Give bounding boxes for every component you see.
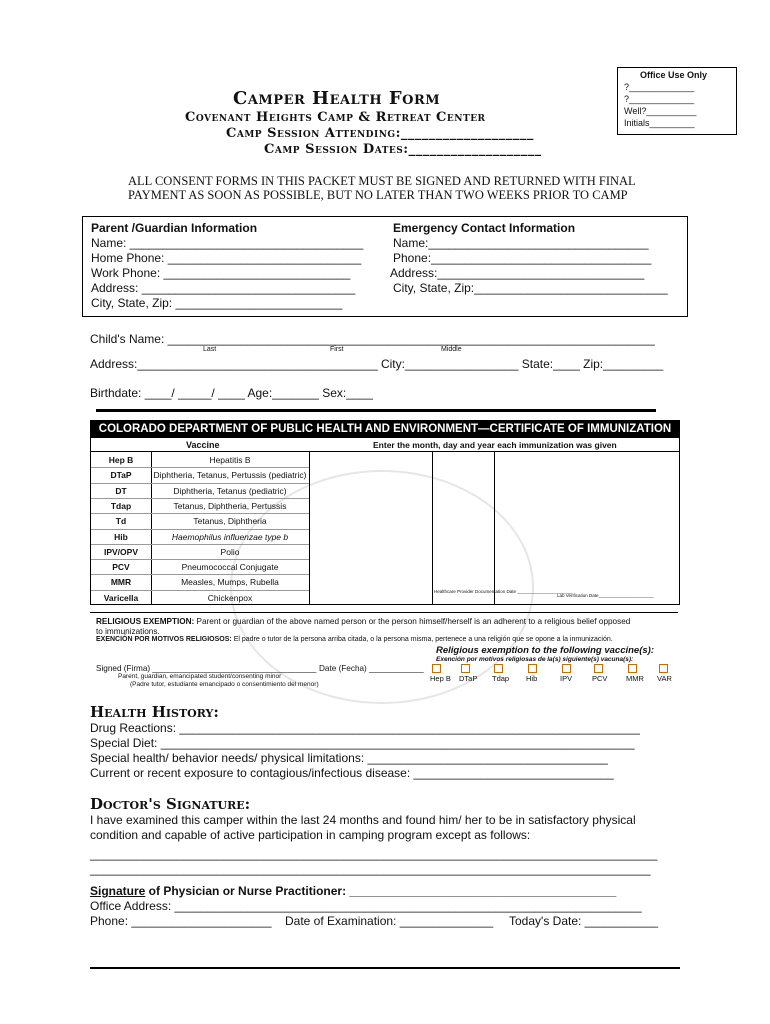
child-name-field[interactable]: Child's Name: _________________________________________________________________________ — [90, 332, 655, 346]
exemption-vaccine-label: PCV — [592, 674, 608, 683]
religious-exemption-section — [90, 612, 678, 693]
signature-note-es: (Padre tutor, estudiante emancipado o consentimiento del menor) — [130, 681, 319, 688]
exemption-vaccines-heading-es: Exención por motivos religiosas de la(s) siguiente(s) vacuna(s): — [436, 656, 634, 663]
religious-signature-field[interactable]: Signed (Firma) ____________________________________ — [96, 664, 317, 673]
religious-exemption-es-text: El padre o tutor de la persona arriba citada, o la persona misma, pertenece a una religión que se opone a la inmunización. — [233, 636, 613, 643]
child-address-field[interactable]: Address:____________________________________ City:_________________ State:____ Zip:_________ — [90, 357, 664, 371]
exemption-vaccine-label: DTaP — [459, 674, 478, 683]
emergency-address-field[interactable]: Address:_______________________________ — [390, 266, 645, 280]
vaccine-name: Diphtheria, Tetanus, Pertussis (pediatric) — [153, 470, 307, 481]
special-needs-field[interactable]: Special health/ behavior needs/ physical limitations: ____________________________________ — [90, 751, 608, 765]
religious-exemption-text: Parent or guardian of the above named person or the person himself/herself is an adherent to a religious belief opposed — [196, 617, 631, 626]
parent-section-title: Parent /Guardian Information — [91, 221, 258, 235]
exceptions-line-1[interactable]: _____________________________________________________________________________________ — [90, 847, 658, 861]
exemption-vaccine-label: Hib — [526, 674, 538, 683]
doctor-signature-heading: Doctor's Signature: — [90, 795, 251, 813]
vaccine-name: Chickenpox — [207, 592, 253, 603]
parent-address-field[interactable]: Address: ________________________________ — [91, 281, 356, 295]
parent-home-phone-field[interactable]: Home Phone: _____________________________ — [91, 251, 362, 265]
special-diet-field[interactable]: Special Diet: _______________________________________________________________________ — [90, 736, 635, 750]
vaccine-abbr: PCV — [112, 562, 130, 573]
todays-date-field[interactable]: Today's Date: ___________ — [509, 914, 659, 928]
birthdate-age-sex-field[interactable]: Birthdate: ____/ _____/ ____ Age:_______ Sex:____ — [90, 386, 373, 400]
emergency-name-field[interactable]: Name:_________________________________ — [393, 236, 649, 250]
office-use-box — [617, 67, 737, 135]
office-row: ?_____________ — [624, 94, 695, 104]
exemption-vaccine-label: IPV — [560, 674, 573, 683]
exemption-vaccine-label: Tdap — [492, 674, 510, 683]
religious-date-field[interactable]: Date (Fecha) ____________ — [319, 664, 424, 673]
vaccine-abbr: Td — [115, 516, 127, 527]
vaccine-abbr: IPV/OPV — [103, 546, 138, 557]
exemption-checkbox[interactable] — [659, 664, 668, 673]
exemption-checkbox[interactable] — [594, 664, 603, 673]
provider-documentation-date[interactable]: Healthcare Provider Documentation Date ______________________ — [434, 589, 573, 594]
exemption-vaccine-label: VAR — [657, 674, 672, 683]
exemption-vaccines-heading: Religious exemption to the following vaccine(s): — [436, 645, 654, 656]
parent-name-field[interactable]: Name: ___________________________________ — [91, 236, 364, 250]
immunization-title: COLORADO DEPARTMENT OF PUBLIC HEALTH AND ENVIRONMENT—CERTIFICATE OF IMMUNIZATION — [91, 421, 679, 438]
session-attending: Camp Session Attending:___________________ — [226, 126, 534, 141]
contact-info-box — [82, 216, 688, 317]
vaccine-abbr: MMR — [110, 577, 132, 588]
drug-reactions-field[interactable]: Drug Reactions: _____________________________________________________________________ — [90, 721, 640, 735]
vaccine-name: Polio — [220, 546, 240, 557]
religious-exemption-text-2: to immunizations. — [96, 627, 160, 636]
office-row: Well?__________ — [624, 106, 697, 116]
emergency-city-field[interactable]: City, State, Zip:_____________________________ — [393, 281, 668, 295]
exemption-checkbox[interactable] — [562, 664, 571, 673]
exemption-checkbox[interactable] — [461, 664, 470, 673]
doctor-statement-2: condition and capable of active participation in camping program except as follows: — [90, 828, 531, 842]
vaccine-name: Pneumococcal Conjugate — [181, 562, 279, 573]
exemption-vaccine-label: MMR — [626, 674, 644, 683]
vaccine-abbr: Tdap — [110, 500, 132, 511]
religious-exemption-es-label: EXENCIÓN POR MOTIVOS RELIGIOSOS: — [96, 636, 232, 643]
office-use-title: Office Use Only — [640, 70, 708, 80]
office-row: Initials_________ — [624, 118, 695, 128]
religious-exemption-label: RELIGIOUS EXEMPTION: — [96, 617, 195, 626]
signature-word: Signature — [90, 884, 146, 898]
form-title: Camper Health Form — [233, 88, 441, 109]
exceptions-line-2[interactable]: ____________________________________________________________________________________ — [90, 862, 651, 876]
exemption-checkbox[interactable] — [528, 664, 537, 673]
contagious-exposure-field[interactable]: Current or recent exposure to contagious/infectious disease: ______________________________ — [90, 766, 614, 780]
parent-city-field[interactable]: City, State, Zip: _________________________ — [91, 296, 343, 310]
vaccine-abbr: Varicella — [103, 592, 139, 603]
child-name-middle-label: Middle — [441, 346, 462, 353]
camp-name: Covenant Heights Camp & Retreat Center — [185, 110, 486, 125]
footer-rule — [90, 967, 680, 969]
section-divider — [96, 409, 656, 412]
dates-column-header: Enter the month, day and year each immunization was given — [373, 440, 617, 450]
emergency-section-title: Emergency Contact Information — [393, 221, 576, 235]
exemption-checkbox[interactable] — [432, 664, 441, 673]
office-address-field[interactable]: Office Address: ______________________________________________________________________ — [90, 899, 642, 913]
signature-note: Parent, guardian, emancipated student/consenting minor — [118, 673, 282, 680]
exemption-checkbox[interactable] — [494, 664, 503, 673]
vaccine-name: Tetanus, Diphtheria, Pertussis — [173, 500, 287, 511]
vaccine-name: Haemophilus influenzae type b — [171, 531, 289, 542]
office-row: ?_____________ — [624, 82, 695, 92]
vaccine-name: Hepatitis B — [209, 455, 251, 465]
lab-verification-date[interactable]: Lab Verification Date______________________ — [557, 593, 654, 598]
exam-date-field[interactable]: Date of Examination: ______________ — [285, 914, 494, 928]
doctor-statement-1: I have examined this camper within the last 24 months and found him/ her to be in satisfactory physical — [90, 813, 636, 827]
exemption-checkbox[interactable] — [628, 664, 637, 673]
vaccine-abbr: Hib — [114, 531, 128, 542]
session-dates: Camp Session Dates:___________________ — [264, 142, 542, 157]
physician-signature-field[interactable]: of Physician or Nurse Practitioner: ________________________________________ — [145, 884, 617, 898]
child-name-last-label: Last — [203, 346, 217, 353]
vaccine-column-header: Vaccine — [186, 440, 220, 450]
vaccine-name: Measles, Mumps, Rubella — [181, 577, 279, 588]
vaccine-name: Diphtheria, Tetanus (pediatric) — [173, 485, 287, 496]
parent-work-phone-field[interactable]: Work Phone: ____________________________ — [91, 266, 351, 280]
vaccine-abbr: Hep B — [108, 455, 134, 465]
child-name-first-label: First — [330, 346, 344, 353]
health-history-heading: Health History: — [90, 703, 219, 721]
exemption-vaccine-label: Hep B — [430, 674, 451, 683]
consent-notice-2: PAYMENT AS SOON AS POSSIBLE, BUT NO LATER THAN TWO WEEKS PRIOR TO CAMP — [128, 188, 628, 202]
vaccine-name: Tetanus, Diphtheria — [193, 516, 267, 527]
emergency-phone-field[interactable]: Phone:_________________________________ — [393, 251, 652, 265]
consent-notice-1: ALL CONSENT FORMS IN THIS PACKET MUST BE SIGNED AND RETURNED WITH FINAL — [128, 174, 636, 188]
vaccine-abbr: DT — [115, 485, 127, 496]
immunization-certificate — [90, 420, 680, 605]
vaccine-abbr: DTaP — [110, 470, 132, 481]
doctor-phone-field[interactable]: Phone: _____________________ — [90, 914, 272, 928]
